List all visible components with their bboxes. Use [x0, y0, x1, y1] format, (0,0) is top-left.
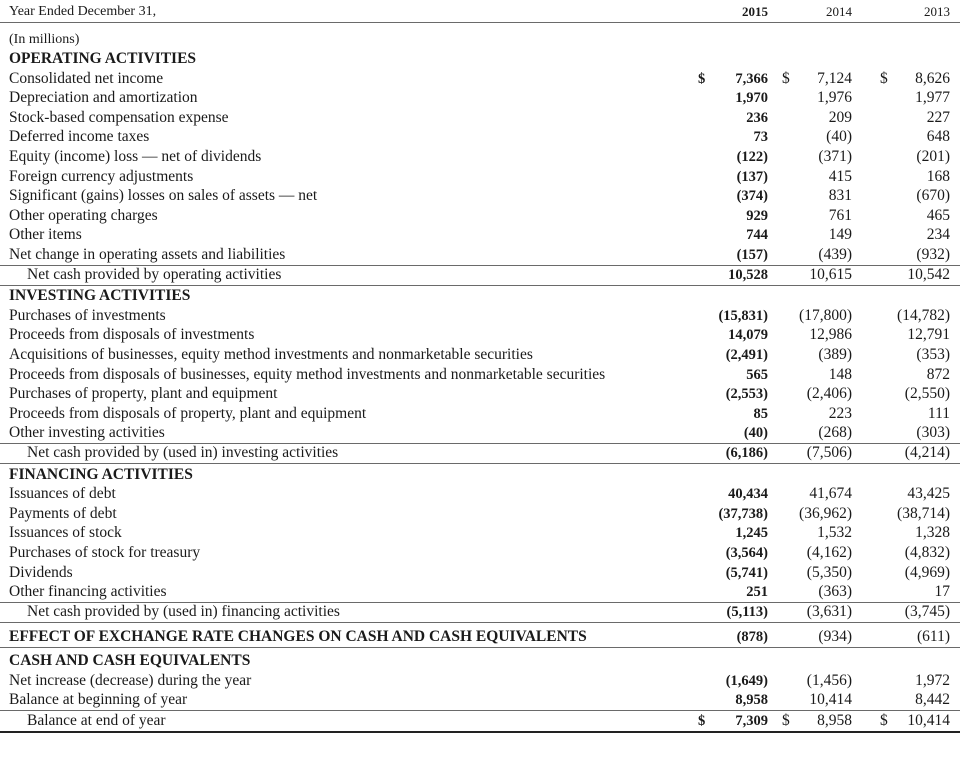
value-2014: (4,162) [806, 544, 852, 561]
value-2015: (1,649) [725, 672, 768, 689]
value-2015: 85 [753, 405, 768, 422]
value-2015: 14,079 [728, 327, 768, 344]
value-2014: 10,414 [809, 691, 852, 709]
row-label: Stock-based compensation expense [9, 108, 229, 126]
table-row [0, 404, 960, 424]
value-2013: (353) [916, 346, 950, 363]
value-2013: (611) [917, 628, 950, 646]
total-label: Net cash provided by (used in) investing activities [27, 444, 339, 461]
operating-section-title: OPERATING ACTIVITIES [9, 50, 197, 67]
value-2014: 415 [828, 167, 852, 185]
row-label: Net increase (decrease) during the year [9, 671, 252, 689]
value-2015: 10,528 [728, 266, 768, 283]
table-row [0, 523, 960, 543]
investing-total-row [0, 443, 960, 464]
row-label: Purchases of investments [9, 306, 166, 324]
total-label: Net cash provided by operating activities [27, 265, 282, 283]
value-2013: (4,214) [904, 444, 950, 461]
cell-value: 8,958 [817, 711, 852, 729]
value-2015 [698, 711, 768, 731]
table-row [0, 186, 960, 206]
table-row [0, 671, 960, 691]
cell-value: 10,414 [907, 711, 950, 729]
row-label: Purchases of stock for treasury [9, 544, 201, 561]
row-label: Issuances of stock [9, 524, 122, 542]
table-row [0, 504, 960, 524]
row-label: Dividends [9, 563, 73, 581]
table-row [0, 69, 960, 89]
table-row [0, 582, 960, 603]
units-note: (In millions) [9, 32, 80, 47]
table-row [0, 365, 960, 385]
value-2013: 1,977 [915, 89, 950, 107]
value-2014: 41,674 [809, 485, 852, 503]
table-row [0, 167, 960, 187]
value-2013: 1,328 [915, 524, 950, 542]
value-2015: 1,245 [735, 525, 768, 542]
table-row [0, 563, 960, 583]
value-2013: (3,745) [904, 602, 950, 620]
value-2013: 8,442 [915, 691, 950, 709]
table-row [0, 423, 960, 444]
table-row [0, 690, 960, 711]
row-label: Other operating charges [9, 206, 158, 224]
table-row [0, 325, 960, 345]
value-2015: 40,434 [728, 486, 768, 503]
fx-effect-row [0, 627, 960, 648]
value-2015: (137) [736, 168, 768, 185]
row-label: Consolidated net income [9, 69, 164, 87]
financing-section-title: FINANCING ACTIVITIES [9, 465, 193, 483]
value-2015: (374) [736, 188, 768, 205]
units-note-row [0, 30, 960, 50]
value-2015: 929 [746, 207, 768, 224]
row-label: Foreign currency adjustments [9, 167, 194, 185]
value-2015: (157) [736, 247, 768, 263]
row-label: Other items [9, 226, 82, 244]
value-2015: (3,564) [725, 545, 768, 561]
value-2014: (36,962) [799, 504, 852, 522]
value-2015: (5,741) [725, 564, 768, 581]
value-2014: 149 [828, 226, 852, 244]
value-2014: (40) [826, 128, 852, 146]
year-2014-heading: 2014 [826, 4, 852, 19]
table-row [0, 127, 960, 147]
row-label: Proceeds from disposals of investments [9, 326, 255, 344]
value-2014: (7,506) [806, 444, 852, 461]
table-row [0, 345, 960, 365]
value-2013: (4,969) [904, 563, 950, 581]
value-2014: (363) [818, 583, 852, 601]
cell-value: 7,366 [735, 70, 768, 87]
value-2013: 648 [926, 128, 950, 146]
value-2013: 872 [926, 365, 950, 383]
total-label: Balance at end of year [27, 711, 166, 729]
value-2013: (303) [916, 424, 950, 442]
value-2015: 73 [753, 129, 768, 146]
dollar-sign: $ [698, 712, 706, 729]
value-2014: (3,631) [806, 602, 852, 620]
row-label: Other investing activities [9, 424, 165, 442]
row-label: Significant (gains) losses on sales of assets — net [9, 187, 318, 205]
value-2015: (40) [743, 425, 768, 442]
value-2015: 236 [746, 109, 768, 126]
value-2014: 223 [828, 404, 852, 422]
value-2014: (268) [818, 424, 852, 442]
value-2013: (670) [916, 187, 950, 205]
value-2015: (6,186) [725, 445, 768, 461]
cell-value: 7,309 [735, 712, 768, 729]
table-row [0, 88, 960, 108]
dollar-sign: $ [880, 69, 888, 87]
row-label: Proceeds from disposals of businesses, equity method investments and nonmarketable securities [9, 365, 606, 383]
value-2013: (38,714) [897, 504, 950, 522]
section-title-row [0, 651, 960, 671]
table-row [0, 108, 960, 128]
value-2015: (5,113) [726, 603, 768, 620]
value-2013: 17 [934, 583, 950, 601]
value-2013: 227 [926, 108, 950, 126]
value-2015: (37,738) [718, 505, 768, 522]
value-2013: 1,972 [915, 671, 950, 689]
year-2015-heading: 2015 [742, 4, 768, 19]
value-2015: 565 [746, 366, 768, 383]
value-2014: 12,986 [809, 326, 852, 344]
row-label: Acquisitions of businesses, equity method investments and nonmarketable securities [9, 346, 533, 363]
value-2014 [782, 711, 852, 731]
operating-total-row [0, 265, 960, 286]
value-2014: (439) [818, 246, 852, 263]
total-label: Net cash provided by (used in) financing activities [27, 602, 340, 620]
table-row [0, 206, 960, 226]
table-row [0, 147, 960, 167]
value-2015: 251 [746, 584, 768, 601]
row-label: Balance at beginning of year [9, 691, 188, 709]
row-label: Deferred income taxes [9, 128, 150, 146]
value-2014: (371) [818, 148, 852, 165]
table-row [0, 484, 960, 504]
value-2014: (1,456) [806, 671, 852, 689]
value-2013: 465 [926, 206, 950, 224]
value-2014: 1,532 [817, 524, 852, 542]
header-label: Year Ended December 31, [9, 4, 157, 19]
value-2015: 8,958 [735, 692, 768, 709]
value-2014: 1,976 [817, 89, 852, 107]
table-row [0, 245, 960, 266]
value-2014: (389) [818, 346, 852, 363]
row-label: Other financing activities [9, 583, 167, 601]
dollar-sign: $ [880, 711, 888, 729]
value-2015: (122) [736, 149, 768, 165]
cell-value: 7,124 [817, 69, 852, 87]
value-2013: 43,425 [907, 485, 950, 503]
table-row [0, 225, 960, 245]
row-label: Purchases of property, plant and equipment [9, 385, 278, 403]
value-2013: (4,832) [904, 544, 950, 561]
value-2013 [880, 711, 950, 731]
dollar-sign: $ [782, 711, 790, 729]
value-2013: (201) [916, 148, 950, 165]
value-2015: (878) [736, 629, 768, 646]
value-2015: (15,831) [718, 307, 768, 324]
section-title-row [0, 286, 960, 306]
section-title-row [0, 49, 960, 69]
value-2015: (2,553) [725, 386, 768, 403]
value-2014 [782, 69, 852, 89]
financing-total-row [0, 602, 960, 623]
header-row [0, 2, 960, 23]
value-2014: (2,406) [806, 385, 852, 403]
value-2014: (17,800) [799, 306, 852, 324]
value-2014: 209 [828, 108, 852, 126]
value-2014: 831 [828, 187, 852, 205]
value-2013: (2,550) [904, 385, 950, 403]
dollar-sign: $ [698, 70, 706, 87]
dollar-sign: $ [782, 69, 790, 87]
cell-value: 8,626 [915, 69, 950, 87]
section-title-row [0, 465, 960, 485]
value-2015 [698, 69, 768, 89]
cash-section-title: CASH AND CASH EQUIVALENTS [9, 652, 251, 669]
value-2014: (5,350) [806, 563, 852, 581]
row-label: Issuances of debt [9, 485, 116, 503]
row-label: Payments of debt [9, 504, 117, 522]
fx-effect-label: EFFECT OF EXCHANGE RATE CHANGES ON CASH AND CASH EQUIVALENTS [9, 628, 587, 646]
value-2014: (934) [818, 628, 852, 646]
value-2013: 111 [927, 404, 950, 422]
value-2013: 234 [926, 226, 950, 244]
year-2013-heading: 2013 [924, 4, 950, 19]
value-2014: 10,615 [809, 265, 852, 283]
investing-section-title: INVESTING ACTIVITIES [9, 287, 191, 305]
table-row [0, 543, 960, 563]
value-2013 [880, 69, 950, 89]
value-2015: (2,491) [725, 347, 768, 363]
value-2013: (932) [916, 246, 950, 263]
value-2013: 10,542 [907, 265, 950, 283]
table-row [0, 306, 960, 326]
row-label: Equity (income) loss — net of dividends [9, 148, 262, 165]
table-row [0, 384, 960, 404]
value-2015: 1,970 [735, 90, 768, 107]
ending-balance-row [0, 711, 960, 733]
value-2014: 761 [828, 206, 852, 224]
value-2014: 148 [828, 365, 852, 383]
value-2013: (14,782) [897, 306, 950, 324]
row-label: Depreciation and amortization [9, 89, 198, 107]
row-label: Proceeds from disposals of property, plant and equipment [9, 404, 367, 422]
value-2015: 744 [746, 227, 768, 244]
value-2013: 12,791 [907, 326, 950, 344]
value-2013: 168 [926, 167, 950, 185]
row-label: Net change in operating assets and liabilities [9, 246, 286, 263]
